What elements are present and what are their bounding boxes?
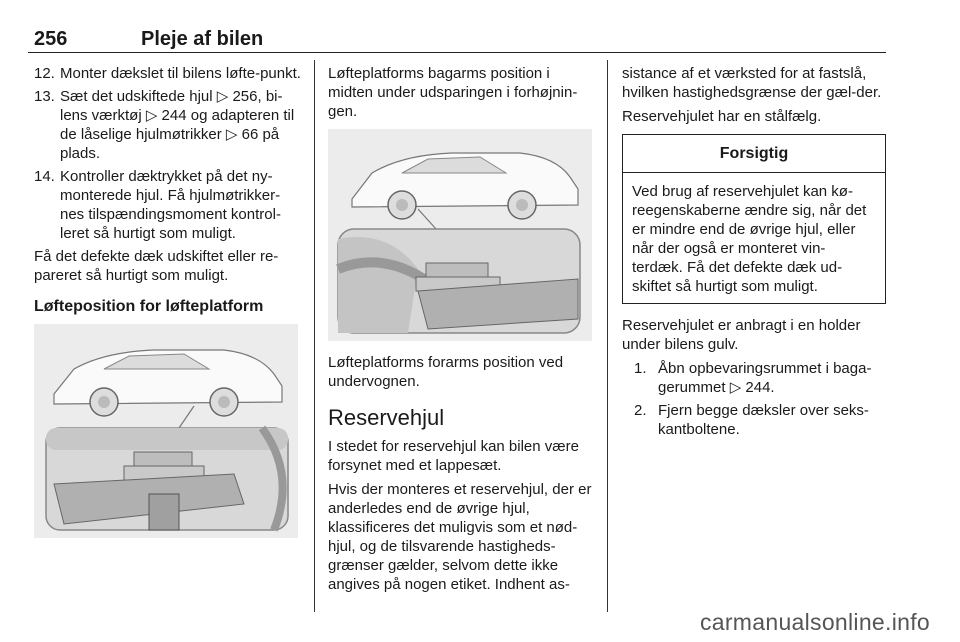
paragraph: sistance af et værksted for at fastslå, hvilken hastighedsgrænse der gæl-der.: [622, 65, 882, 101]
list-item: [34, 64, 302, 83]
caution-box: [622, 134, 886, 304]
list-item: [34, 167, 302, 243]
item-number: 1.: [634, 360, 647, 377]
column-right: [622, 64, 886, 443]
item-number: 13.: [34, 88, 55, 105]
column-divider: [607, 60, 608, 612]
section-heading: Reservehjul: [328, 405, 445, 430]
column-left: [34, 64, 302, 550]
item-text: Åbn opbevaringsrummet i baga-gerummet ▷ 244.: [658, 360, 872, 396]
paragraph: Få det defekte dæk udskiftet eller re-pareret så hurtigt som muligt.: [34, 248, 279, 284]
car-lift-point-drawing: [34, 324, 298, 538]
page-title: Pleje af bilen: [141, 28, 264, 50]
item-text: Fjern begge dæksler over seks-kantboltene.: [658, 402, 869, 438]
item-number: 12.: [34, 65, 55, 82]
lift-platform-illustration: [34, 324, 298, 538]
list-item: [34, 87, 302, 163]
paragraph: I stedet for reservehjul kan bilen være forsynet med et lappesæt.: [328, 438, 579, 474]
paragraph: Reservehjulet er anbragt i en holder under bilens gulv.: [622, 317, 861, 353]
list-item: [634, 401, 886, 439]
item-text: Kontroller dæktrykket på det ny-monterede hjul. Få hjulmøtrikker-nes tilspændingsmoment kontrol-leret så hurtigt som muligt.: [60, 168, 281, 242]
paragraph: Løfteplatforms bagarms position i midten under udsparingen i forhøjnin-gen.: [328, 65, 578, 120]
item-number: 2.: [634, 402, 647, 419]
column-middle: [328, 64, 592, 599]
paragraph: Reservehjulet har en stålfælg.: [622, 108, 822, 125]
item-number: 14.: [34, 168, 55, 185]
subheading: Løfteposition for løfteplatform: [34, 298, 264, 315]
caution-text: Ved brug af reservehjulet kan kø-reegenskaberne ændre sig, når det er mindre end de øvrige hjul, eller når der også er monteret vin-terdæk. Få det defekte dæk ud-skiftet så hurtigt som muligt.: [632, 183, 867, 295]
caution-title: Forsigtig: [623, 135, 885, 173]
figure-caption: Løfteplatforms forarms position ved undervognen.: [328, 354, 564, 390]
page-header: [28, 28, 886, 53]
car-lift-point-drawing: [328, 129, 592, 341]
watermark: carmanualsonline.info: [699, 609, 930, 635]
step-list: [622, 359, 886, 439]
column-divider: [314, 60, 315, 612]
lift-platform-front-illustration: [328, 129, 592, 341]
item-text: Sæt det udskiftede hjul ▷ 256, bi-lens værktøj ▷ 244 og adapteren til de låselige hjulmøtrikker ▷ 66 på plads.: [60, 88, 295, 162]
list-item: [634, 359, 886, 397]
item-text: Monter dækslet til bilens løfte-punkt.: [60, 65, 301, 82]
page-number: 256: [34, 28, 68, 50]
paragraph: Hvis der monteres et reservehjul, der er anderledes end de øvrige hjul, klassificeres det muligvis som et nød-hjul, og de tilsvarende hastigheds-grænser gælder, selvom dette ikke angives på nogen etiket. Indhent as-: [328, 481, 592, 593]
